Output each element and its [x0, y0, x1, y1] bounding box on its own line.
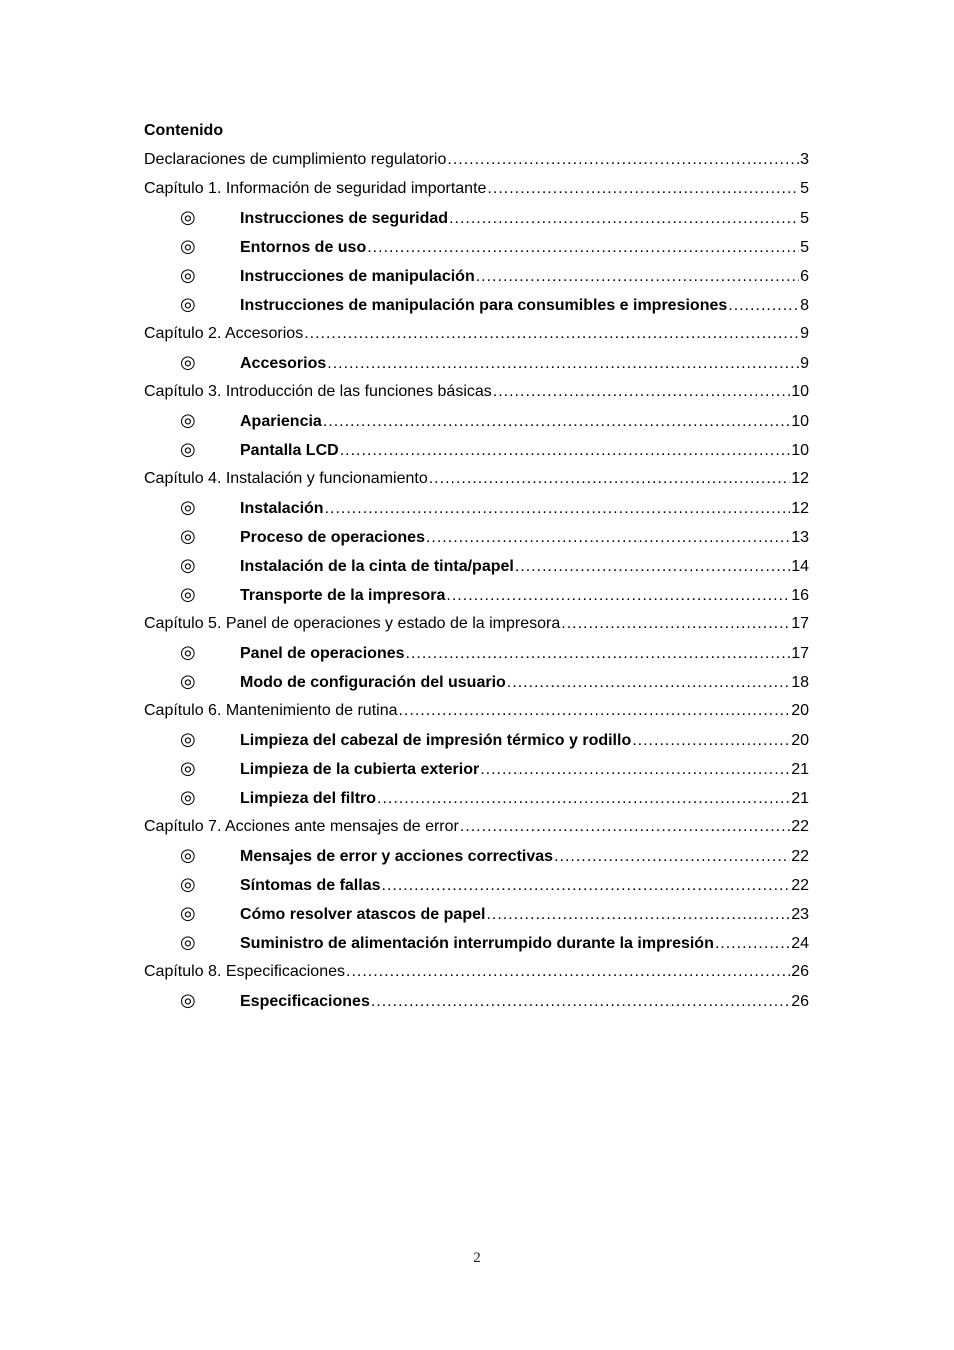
bullet-icon: ◎: [180, 874, 196, 894]
bullet-icon: ◎: [180, 265, 196, 285]
toc-entry-page: 5: [800, 180, 809, 197]
toc-subentry[interactable]: [144, 435, 809, 464]
toc-entry-page: 17: [791, 615, 809, 632]
toc-entry-label: Instrucciones de manipulación: [240, 268, 475, 285]
bullet-icon: ◎: [180, 584, 196, 604]
toc-entry-label: Panel de operaciones: [240, 645, 405, 662]
toc-subentry[interactable]: [144, 348, 809, 377]
dot-leader: [493, 377, 790, 406]
bullet-icon: ◎: [180, 497, 196, 517]
dot-leader: [460, 812, 790, 841]
dot-leader: [507, 668, 790, 697]
bullet-icon: ◎: [180, 207, 196, 227]
toc-subentry[interactable]: [144, 580, 809, 609]
dot-leader: [371, 987, 790, 1016]
dot-leader: [715, 929, 790, 958]
toc-title: Contenido: [144, 122, 224, 139]
toc-subentry[interactable]: [144, 841, 809, 870]
toc-entry-page: 10: [791, 413, 809, 430]
bullet-icon: ◎: [180, 787, 196, 807]
bullet-icon: ◎: [180, 555, 196, 575]
bullet-icon: ◎: [180, 729, 196, 749]
bullet-icon: ◎: [180, 932, 196, 952]
toc-subentry[interactable]: [144, 928, 809, 957]
dot-leader: [515, 552, 790, 581]
toc-subentry[interactable]: [144, 899, 809, 928]
dot-leader: [325, 494, 791, 523]
toc-subentry[interactable]: [144, 986, 809, 1015]
toc-chapter-entry[interactable]: [144, 145, 809, 174]
toc-subentry[interactable]: [144, 203, 809, 232]
toc-entry-label: Capítulo 3. Introducción de las funciones básicas: [144, 383, 492, 400]
dot-leader: [340, 436, 791, 465]
toc-subentry[interactable]: [144, 261, 809, 290]
toc-chapter-entry[interactable]: [144, 174, 809, 203]
toc-entry-page: 5: [800, 210, 809, 227]
page-number: 2: [473, 1250, 481, 1266]
toc-entry-page: 3: [800, 151, 809, 168]
toc-entry-label: Especificaciones: [240, 993, 370, 1010]
dot-leader: [406, 639, 791, 668]
dot-leader: [377, 784, 790, 813]
toc-entry-label: Capítulo 7. Acciones ante mensajes de error: [144, 818, 459, 835]
toc-entry-label: Suministro de alimentación interrumpido durante la impresión: [240, 935, 714, 952]
toc-entry-label: Mensajes de error y acciones correctivas: [240, 848, 554, 865]
toc-entry-page: 26: [791, 963, 809, 980]
bullet-icon: ◎: [180, 758, 196, 778]
bullet-icon: ◎: [180, 642, 196, 662]
dot-leader: [327, 349, 799, 378]
toc-subentry[interactable]: [144, 667, 809, 696]
dot-leader: [367, 233, 799, 262]
bullet-icon: ◎: [180, 294, 196, 314]
toc-entry-page: 17: [791, 645, 809, 662]
bullet-icon: ◎: [180, 410, 196, 430]
toc-entry-page: 10: [791, 442, 809, 459]
toc-entry-label: Cómo resolver atascos de papel: [240, 906, 486, 923]
toc-entry-label: Transporte de la impresora: [240, 587, 446, 604]
dot-leader: [429, 464, 790, 493]
toc-chapter-entry[interactable]: [144, 377, 809, 406]
dot-leader: [382, 871, 791, 900]
toc-entry-page: 13: [791, 529, 809, 546]
bullet-icon: ◎: [180, 903, 196, 923]
toc-entry-page: 20: [791, 732, 809, 749]
toc-entry-label: Capítulo 2. Accesorios: [144, 325, 304, 342]
toc-entry-label: Capítulo 4. Instalación y funcionamiento: [144, 470, 428, 487]
toc-entry-label: Accesorios: [240, 355, 327, 372]
toc-entry-page: 20: [791, 702, 809, 719]
toc-entry-label: Síntomas de fallas: [240, 877, 381, 894]
toc-entry-page: 26: [791, 993, 809, 1010]
dot-leader: [486, 900, 790, 929]
dot-leader: [426, 523, 790, 552]
dot-leader: [447, 145, 799, 174]
toc-entry-page: 9: [800, 325, 809, 342]
toc-entry-label: Limpieza del cabezal de impresión térmico y rodillo: [240, 732, 632, 749]
toc-entry-page: 9: [800, 355, 809, 372]
bullet-icon: ◎: [180, 236, 196, 256]
toc-entry-page: 21: [791, 790, 809, 807]
toc-entry-label: Modo de configuración del usuario: [240, 674, 506, 691]
toc-entry-label: Instalación de la cinta de tinta/papel: [240, 558, 514, 575]
toc-chapter-entry[interactable]: [144, 812, 809, 841]
toc-entry-page: 24: [791, 935, 809, 952]
dot-leader: [632, 726, 790, 755]
toc-subentry[interactable]: [144, 725, 809, 754]
toc-entry-page: 22: [791, 848, 809, 865]
toc-subentry[interactable]: [144, 406, 809, 435]
table-of-contents: [144, 116, 809, 1015]
toc-entry-label: Entornos de uso: [240, 239, 367, 256]
bullet-icon: ◎: [180, 352, 196, 372]
dot-leader: [323, 407, 790, 436]
toc-subentry[interactable]: [144, 290, 809, 319]
toc-entry-page: 22: [791, 818, 809, 835]
toc-entry-label: Apariencia: [240, 413, 322, 430]
dot-leader: [728, 291, 799, 320]
toc-chapter-entry[interactable]: [144, 319, 809, 348]
toc-entry-label: Capítulo 8. Especificaciones: [144, 963, 345, 980]
dot-leader: [554, 842, 790, 871]
bullet-icon: ◎: [180, 845, 196, 865]
toc-entry-page: 6: [800, 268, 809, 285]
toc-entry-label: Instalación: [240, 500, 324, 517]
dot-leader: [480, 755, 790, 784]
toc-entry-label: Proceso de operaciones: [240, 529, 425, 546]
toc-entry-page: 5: [800, 239, 809, 256]
dot-leader: [487, 174, 799, 203]
toc-entry-page: 22: [791, 877, 809, 894]
toc-entry-page: 12: [791, 470, 809, 487]
toc-chapter-entry[interactable]: [144, 609, 809, 638]
toc-subentry[interactable]: [144, 232, 809, 261]
toc-entry-page: 16: [791, 587, 809, 604]
toc-entry-label: Declaraciones de cumplimiento regulatorio: [144, 151, 447, 168]
toc-entry-page: 23: [791, 906, 809, 923]
bullet-icon: ◎: [180, 671, 196, 691]
toc-subentry[interactable]: [144, 754, 809, 783]
dot-leader: [449, 204, 799, 233]
toc-subentry[interactable]: [144, 783, 809, 812]
toc-chapter-entry[interactable]: [144, 696, 809, 725]
toc-entry-page: 14: [791, 558, 809, 575]
toc-entry-label: Instrucciones de manipulación para consumibles e impresiones: [240, 297, 728, 314]
toc-chapter-entry[interactable]: [144, 957, 809, 986]
bullet-icon: ◎: [180, 439, 196, 459]
dot-leader: [446, 581, 790, 610]
toc-entry-page: 18: [791, 674, 809, 691]
dot-leader: [304, 319, 799, 348]
dot-leader: [346, 957, 790, 986]
toc-entry-label: Pantalla LCD: [240, 442, 339, 459]
toc-entry-label: Capítulo 5. Panel de operaciones y estado de la impresora: [144, 615, 561, 632]
toc-subentry[interactable]: [144, 870, 809, 899]
toc-subentry[interactable]: [144, 493, 809, 522]
dot-leader: [398, 696, 790, 725]
bullet-icon: ◎: [180, 990, 196, 1010]
bullet-icon: ◎: [180, 526, 196, 546]
toc-entry-page: 10: [791, 383, 809, 400]
toc-entry-page: 12: [791, 500, 809, 517]
toc-chapter-entry[interactable]: [144, 464, 809, 493]
toc-subentry[interactable]: [144, 638, 809, 667]
toc-entry-label: Capítulo 6. Mantenimiento de rutina: [144, 702, 398, 719]
toc-entry-label: Limpieza de la cubierta exterior: [240, 761, 480, 778]
dot-leader: [476, 262, 799, 291]
toc-subentry[interactable]: [144, 522, 809, 551]
toc-entries: [144, 145, 809, 1015]
toc-entry-label: Capítulo 1. Información de seguridad importante: [144, 180, 487, 197]
toc-entry-label: Limpieza del filtro: [240, 790, 377, 807]
toc-entry-label: Instrucciones de seguridad: [240, 210, 449, 227]
toc-subentry[interactable]: [144, 551, 809, 580]
toc-entry-page: 21: [791, 761, 809, 778]
toc-entry-page: 8: [800, 297, 809, 314]
dot-leader: [561, 609, 790, 638]
